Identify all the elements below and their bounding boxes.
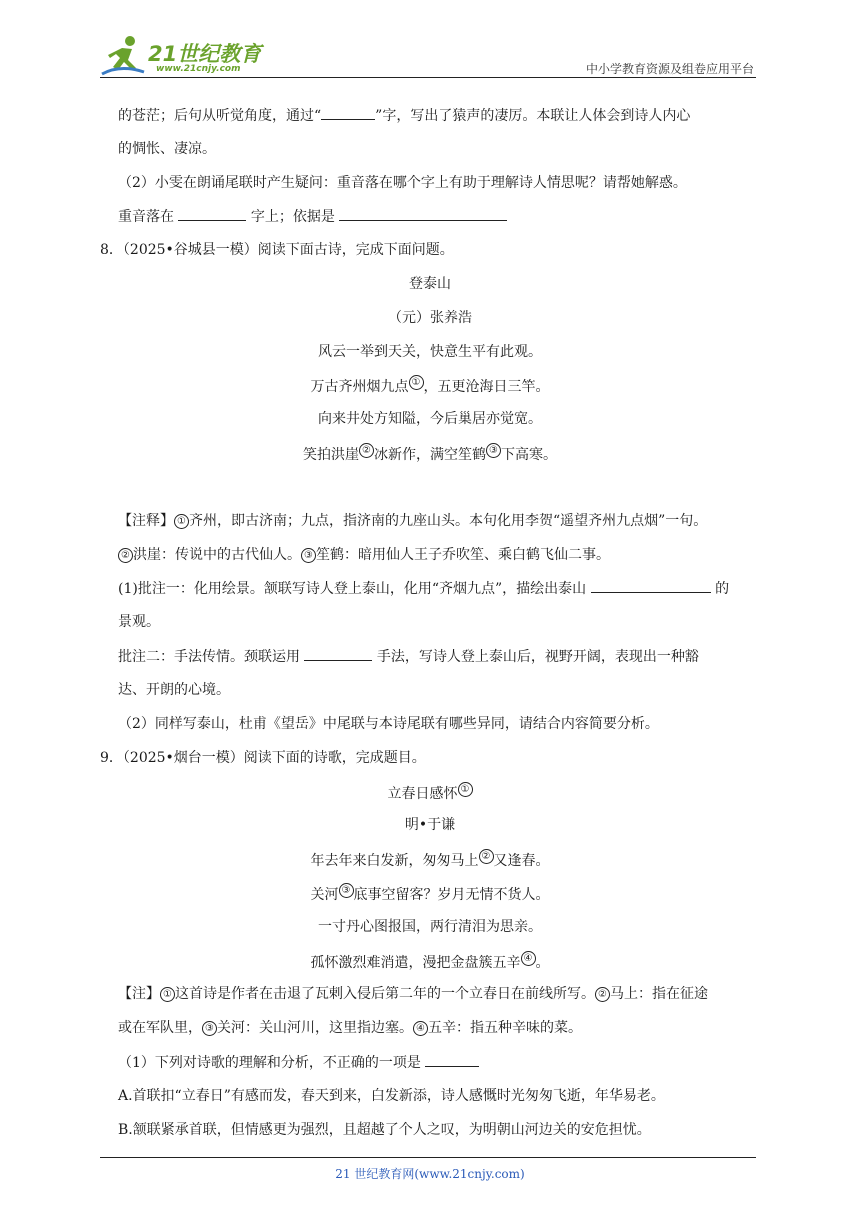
poem-line: 向来井处方知隘，今后巢居亦觉宽。	[318, 411, 542, 427]
answer-blank	[425, 1052, 479, 1067]
poem-line: 关河 ③ 底事空留客？岁月无情不货人。	[310, 885, 550, 903]
option-b: B.颔联紧承首联，但情感更为强烈，且超越了个人之叹，为明朝山河边关的安危担忧。	[118, 1122, 651, 1138]
annotation: 或在军队里， ③ 关河：关山河川，这里指边塞。 ④ 五辛：指五种辛味的菜。	[118, 1020, 582, 1036]
text-line: 景观。	[118, 614, 160, 630]
text-line: 的苍茫；后句从听觉角度，通过“ ”字，写出了猿声的凄厉。本联让人体会到诗人内心	[118, 105, 690, 126]
poem-line: 万古齐州烟九点 ① ，五更沧海日三竿。	[310, 377, 550, 395]
header-divider	[100, 77, 756, 78]
answer-blank	[178, 206, 246, 221]
answer-blank	[339, 206, 507, 221]
poem-line: 笑拍洪崖 ② 冰新作，满空笙鹤 ③ 下高寒。	[303, 445, 557, 463]
platform-name: 中小学教育资源及组卷应用平台	[585, 62, 754, 76]
question-2: （2）小雯在朗诵尾联时产生疑问：重音落在哪个字上有助于理解诗人情思呢？请帮她解惑。	[118, 175, 687, 191]
question-9-1: （1）下列对诗歌的理解和分析，不正确的一项是	[118, 1052, 479, 1073]
question-8-2: （2）同样写泰山，杜甫《望岳》中尾联与本诗尾联有哪些异同，请结合内容简要分析。	[118, 716, 659, 732]
poem-line: 一寸丹心图报国，两行清泪为思亲。	[318, 919, 542, 935]
annotation: 【注释】 ① 齐州，即古济南；九点，指济南的九座山头。本句化用李贺“遥望齐州九点烟”一句。	[118, 513, 708, 529]
runner-icon	[100, 34, 146, 78]
comment-1: (1)批注一：化用绘景。颔联写诗人登上泰山，化用“齐烟九点”，描绘出泰山 的	[118, 578, 729, 599]
answer-line: 重音落在 字上；依据是	[118, 206, 507, 227]
answer-blank	[591, 578, 711, 593]
page-header	[100, 30, 756, 80]
poem-author: （元）张养浩	[388, 310, 472, 326]
answer-blank	[321, 105, 375, 120]
poem-author: 明•于谦	[404, 817, 456, 833]
poem-line: 年去年来白发新，匆匆马上 ② 又逢春。	[310, 851, 550, 869]
footer-divider	[100, 1157, 756, 1158]
text-line: 的惆怅、凄凉。	[118, 141, 216, 157]
answer-blank	[304, 646, 372, 661]
option-a: A.首联扣“立春日”有感而发，春天到来，白发新添，诗人感慨时光匆匆飞逝，年华易老。	[118, 1088, 665, 1104]
comment-2: 批注二：手法传情。颈联运用 手法，写诗人登上泰山后，视野开阔，表现出一种豁	[118, 646, 699, 667]
question-9: 9．（2025•烟台一模）阅读下面的诗歌，完成题目。	[100, 750, 426, 766]
poem-title: 登泰山	[409, 276, 451, 292]
brand-url: www.21cnjy.com	[156, 64, 241, 74]
brand-name: 21世纪教育	[148, 42, 262, 66]
poem-title: 立春日感怀 ①	[0, 782, 860, 804]
poem-line: 风云一举到天关，快意生平有此观。	[318, 344, 542, 360]
question-8: 8．（2025•谷城县一模）阅读下面古诗，完成下面问题。	[100, 242, 454, 258]
poem-line: 孤怀激烈难消遣，漫把金盘簇五辛 ④ 。	[310, 953, 550, 971]
annotation: 【注】 ① 这首诗是作者在击退了瓦剌入侵后第二年的一个立春日在前线所写。 ② 马上：指在征途	[118, 986, 708, 1002]
brand-logo	[100, 34, 270, 78]
footer-link[interactable]: 21 世纪教育网(www.21cnjy.com)	[335, 1167, 525, 1181]
annotation: ② 洪崖：传说中的古代仙人。 ③ 笙鹤：暗用仙人王子乔吹笙、乘白鹤飞仙二事。	[118, 545, 610, 565]
text-line: 达、开朗的心境。	[118, 682, 230, 698]
